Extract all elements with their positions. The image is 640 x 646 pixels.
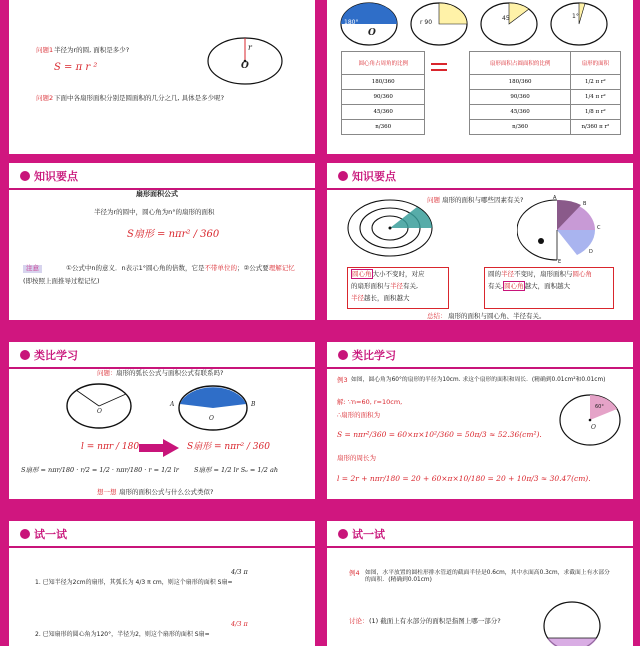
practice-item-2: 2. 已知扇形的圆心角为120°，半径为2，则这个扇形的面积 S扇= bbox=[35, 631, 210, 638]
slide-sector-ratio-table bbox=[327, 0, 633, 154]
formula-desc: 半径为r的圆中，圆心角为n°的扇形的面积 bbox=[94, 208, 215, 216]
solution-line1: 解: ∵n=60, r=10cm, bbox=[337, 398, 403, 406]
q1-label: 问题1 bbox=[36, 46, 54, 54]
think-text: 扇形的面积公式与什么公式类似? bbox=[119, 488, 214, 496]
area-calculation: S = nπr²/360 = 60×π×10²/360 = 50π/3 ≈ 52.36(cm²). bbox=[337, 430, 542, 439]
arc-length-formula: l = nπr / 180 bbox=[81, 442, 140, 452]
think-label: 想一想 bbox=[97, 488, 117, 496]
sector-circle-diagram bbox=[176, 382, 251, 434]
equals-icon bbox=[431, 61, 447, 73]
slide-title: 知识要点 bbox=[352, 170, 396, 183]
table-row: 180/360 180/360 1/2 π r² bbox=[342, 75, 621, 90]
summary-text: 扇形的面积与圆心角、半径有关。 bbox=[448, 312, 546, 320]
fraction-circles bbox=[339, 0, 629, 49]
sector-60-diagram bbox=[557, 392, 623, 448]
sector-area-formula: S扇形 = nπr² / 360 bbox=[127, 229, 220, 240]
table-row: 45/360 45/360 1/8 π r² bbox=[342, 105, 621, 120]
slide-sector-formula bbox=[9, 163, 315, 320]
angle-label-180: 180° bbox=[344, 19, 359, 26]
ratio-table bbox=[341, 51, 621, 135]
question-label: 问题 bbox=[427, 196, 440, 204]
header-angle-ratio: 圆心角占周角的比例 bbox=[342, 52, 425, 75]
sector-area-formula: S扇形 = nπr² / 360 bbox=[187, 442, 270, 452]
perimeter-calculation: l = 2r + nπr/180 = 20 + 60×π×10/180 = 20 + 10π/3 ≈ 30.47(cm). bbox=[337, 474, 591, 483]
solution-line2: ∴扇形的面积为 bbox=[337, 411, 381, 419]
table-row: n/360 n/360 n/360 π r² bbox=[342, 120, 621, 135]
example-label: 例3 bbox=[337, 376, 348, 384]
angle-label-45: 45 bbox=[502, 15, 510, 22]
angle-label: 60° bbox=[595, 404, 604, 410]
angle-factor-box: 圆的半径不变时，扇形面积与圆心角 有关,圆心角越大，面积越大 bbox=[484, 267, 614, 309]
circle-area-formula: S = π r ² bbox=[54, 62, 98, 73]
slide-practice bbox=[9, 521, 315, 646]
pipe-cross-section-diagram bbox=[537, 596, 607, 646]
arc-circle-diagram bbox=[64, 380, 134, 432]
center-label: O bbox=[368, 28, 376, 38]
slide-sector-area-intro bbox=[9, 0, 315, 154]
note-label: 注意 bbox=[23, 265, 42, 273]
q2-label: 问题2 bbox=[36, 94, 54, 102]
slide-example-3 bbox=[327, 342, 633, 499]
question-text: 扇形的面积与哪些因素有关? bbox=[442, 196, 524, 204]
slide-title: 试一试 bbox=[352, 528, 385, 541]
discuss-text: (1) 截面上有水部分的面积是指图上哪一部分? bbox=[369, 617, 501, 625]
question-label: 问题： bbox=[97, 369, 117, 377]
radius-label: r bbox=[248, 43, 252, 52]
practice-answer-1: 4/3 π bbox=[231, 568, 248, 576]
practice-answer-2: 4/3 π bbox=[231, 620, 248, 628]
header-area-ratio: 扇形面积占圆面积的比例 bbox=[470, 52, 570, 75]
derivation-left: S扇形 = nπr/180 · r/2 = 1/2 · nπr/180 · r = 1/2 lr bbox=[21, 466, 179, 474]
angle-label-1: 1° bbox=[572, 13, 579, 20]
slide-example-4 bbox=[327, 521, 633, 646]
perimeter-label: 扇形的周长为 bbox=[337, 454, 376, 462]
summary-label: 总结： bbox=[427, 312, 447, 320]
radius-factor-box: 圆心角大小不变时，对应 的扇形面积与半径有关, 半径越长，面积越大 bbox=[347, 267, 449, 309]
derivation-right: S扇形 = 1/2 lr Sᵤ = 1/2 ah bbox=[194, 466, 279, 474]
slide-sector-factors: 知识要点 A B C D E 问题 扇形的面积与哪些因素有关? 圆心角大小不变时，对应 的扇形面积与半径有关, 半径越长，面积越大 圆的半径不变时，扇形面积与圆心角 有关,圆心角越大，面积越大 总结： 扇形的面积与圆心角、半径有关。 bbox=[327, 163, 633, 320]
note-text: ①公式中n的意义．n表示1°圆心角的倍数，它是不带单位的；②公式要理解记忆 bbox=[66, 264, 295, 272]
varying-angle-sectors-diagram bbox=[517, 195, 617, 265]
slide-title: 试一试 bbox=[34, 528, 67, 541]
example-text: 如图，水平放置的圆柱形排水管道的截面半径是0.6cm，其中水面高0.3cm，求截面上有水部分的面积．(精确到0.01cm) bbox=[365, 570, 610, 583]
question-text: 扇形的弧长公式与面积公式有联系吗? bbox=[116, 369, 224, 377]
table-row: 90/360 90/360 1/4 π r² bbox=[342, 90, 621, 105]
q1-text: 半径为r的圆, 面积是多少? bbox=[54, 46, 130, 54]
example-label: 例4 bbox=[349, 569, 360, 577]
slide-analogy-arc-area: 类比学习 问题： 扇形的弧长公式与面积公式有联系吗? O A B O l = nπr / 180 S扇形 = nπr² / 360 S扇形 = nπr/180 · r/2 = 1/2 · nπr/180 · r = 1/2 lr S扇形 = 1/2 lr Sᵤ = 1/2 ah 想一想 扇形的面积公式与什么公式类似? bbox=[9, 342, 315, 499]
slide-title: 知识要点 bbox=[34, 170, 78, 183]
header-area: 扇形的面积 bbox=[570, 52, 620, 75]
q2-text: 下面中各扇形面积分别是圆面积的几分之几, 具体是多少呢? bbox=[54, 94, 225, 102]
slide-title: 类比学习 bbox=[34, 349, 78, 362]
discuss-label: 讨论： bbox=[349, 617, 369, 625]
note-line2: (即按照上面推导过程记忆) bbox=[23, 277, 100, 285]
arrow-right-icon bbox=[139, 439, 179, 457]
center-label: O bbox=[241, 61, 249, 71]
formula-heading: 扇形面积公式 bbox=[136, 190, 178, 198]
angle-label-90: r 90 bbox=[420, 19, 433, 26]
example-text: 如图，圆心角为60°的扇形的半径为10cm. 求这个扇形的面积和周长．(精确到0.01cm²和0.01cm) bbox=[351, 377, 606, 383]
slide-title: 类比学习 bbox=[352, 349, 396, 362]
practice-item-1: 1. 已知半径为2cm的扇形，其弧长为 4/3 π cm，则这个扇形的面积 S扇= bbox=[35, 579, 233, 586]
center-label: O bbox=[591, 424, 596, 431]
